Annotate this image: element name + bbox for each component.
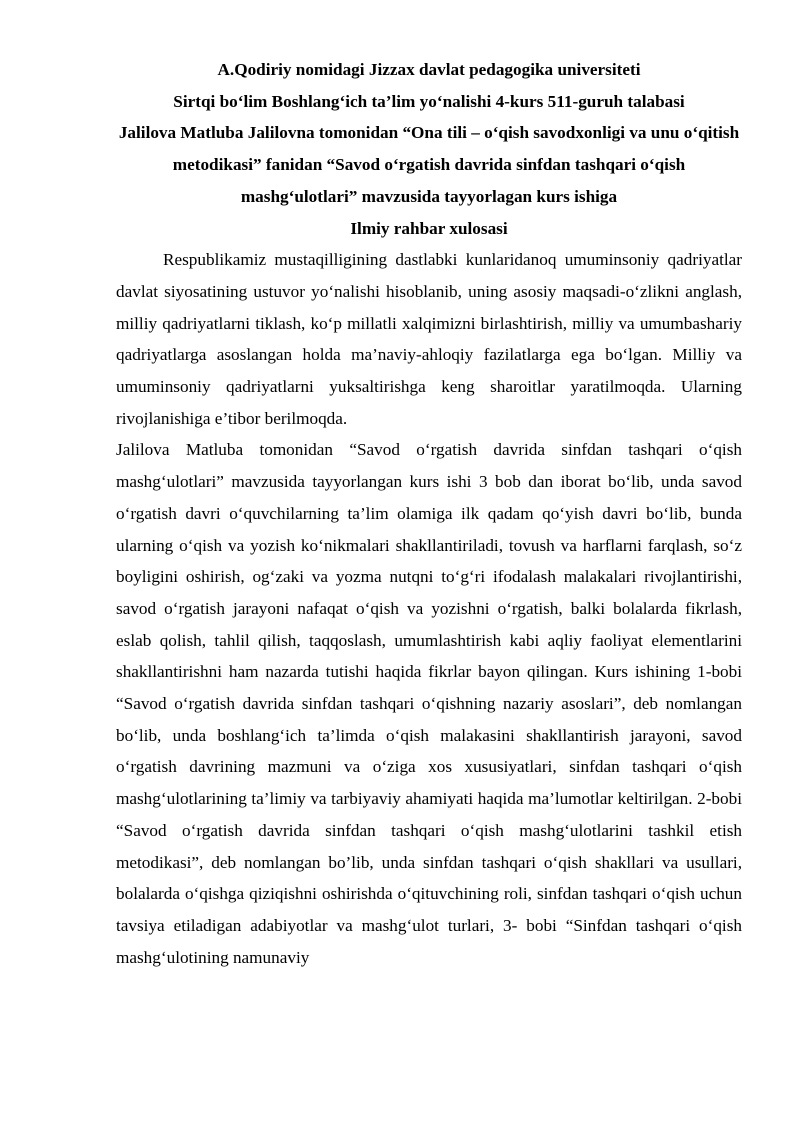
student-info: Sirtqi bo‘lim Boshlang‘ich ta’lim yo‘nalishi 4-kurs 511-guruh talabasi — [173, 91, 685, 111]
section-title: Ilmiy rahbar xulosasi — [350, 218, 508, 238]
document-page — [116, 54, 742, 973]
paragraph-main: Jalilova Matluba tomonidan “Savod o‘rgatish davrida sinfdan tashqari o‘qish mashg‘ulotlari” mavzusida tayyorlangan kurs ishi 3 bob dan iborat bo‘lib, unda savod o‘rgatish davri o‘quvchilarning ta’lim olamiga ilk qadam qo‘yish davri bo‘lib, bunda ularning o‘qish va yozish ko‘nikmalari shakllantiriladi, tovush va harflarni farqlash, so‘z boyligini oshirish, og‘zaki va yozma nutqni to‘g‘ri ifodalash malakalari rivojlantirishi, savod o‘rgatish jarayoni nafaqat o‘qish va yozishni o‘rgatish, balki bolalarda fikrlash, eslab qolish, tahlil qilish, taqqoslash, umumlashtirish kabi aqliy faoliyat elementlarini shakllantirishni ham nazarda tutishi haqida fikrlar bayon qilingan. Kurs ishining 1-bobi “Savod o‘rgatish davrida sinfdan tashqari o‘qishning nazariy asoslari”, deb nomlangan bo‘lib, unda boshlang‘ich ta’limda o‘qish malakasini shakllantirish jarayoni, savod o‘rgatish davrining mazmuni va o‘ziga xos xususiyatlari, sinfdan tashqari o‘qish mashg‘ulotlarining ta’limiy va tarbiyaviy ahamiyati haqida ma’lumotlar keltirilgan. 2-bobi “Savod o‘rgatish davrida sinfdan tashqari o‘qish mashg‘ulotlarini tashkil etish metodikasi”, deb nomlangan bo’lib, unda sinfdan tashqari o‘qish shakllari va usullari, bolalarda o‘qishga qiziqishni oshirishda o‘qituvchining roli, sinfdan tashqari o‘qish uchun tavsiya etiladigan adabiyotlar va mashg‘ulot turlari, 3- bobi “Sinfdan tashqari o‘qish mashg‘ulotining namunaviy — [116, 440, 742, 967]
course-work-title: Jalilova Matluba Jalilovna tomonidan “Ona tili – o‘qish savodxonligi va unu o‘qitish metodikasi” fanidan “Savod o‘rgatish davrida sinfdan tashqari o‘qish mashg‘ulotlari” mavzusida tayyorlagan kurs ishiga — [118, 123, 740, 206]
university-name: A.Qodiriy nomidagi Jizzax davlat pedagogika universiteti — [217, 60, 641, 79]
paragraph-intro: Respublikamiz mustaqilligining dastlabki kunlaridanoq umuminsoniy qadriyatlar davlat siyosatining ustuvor yo‘nalishi hisoblanib, uning asosiy maqsadi-o‘zlikni anglash, milliy qadriyatlarni tiklash, ko‘p millatli xalqimizni birlashtirish, milliy va umumbashariy qadriyatlarga asoslangan holda ma’naviy-ahloqiy fazilatlarga ega bo‘lgan. Milliy va umuminsoniy qadriyatlarni yuksaltirishga keng sharoitlar yaratilmoqda. Ularning rivojlanishiga e’tibor berilmoqda. — [116, 250, 742, 428]
